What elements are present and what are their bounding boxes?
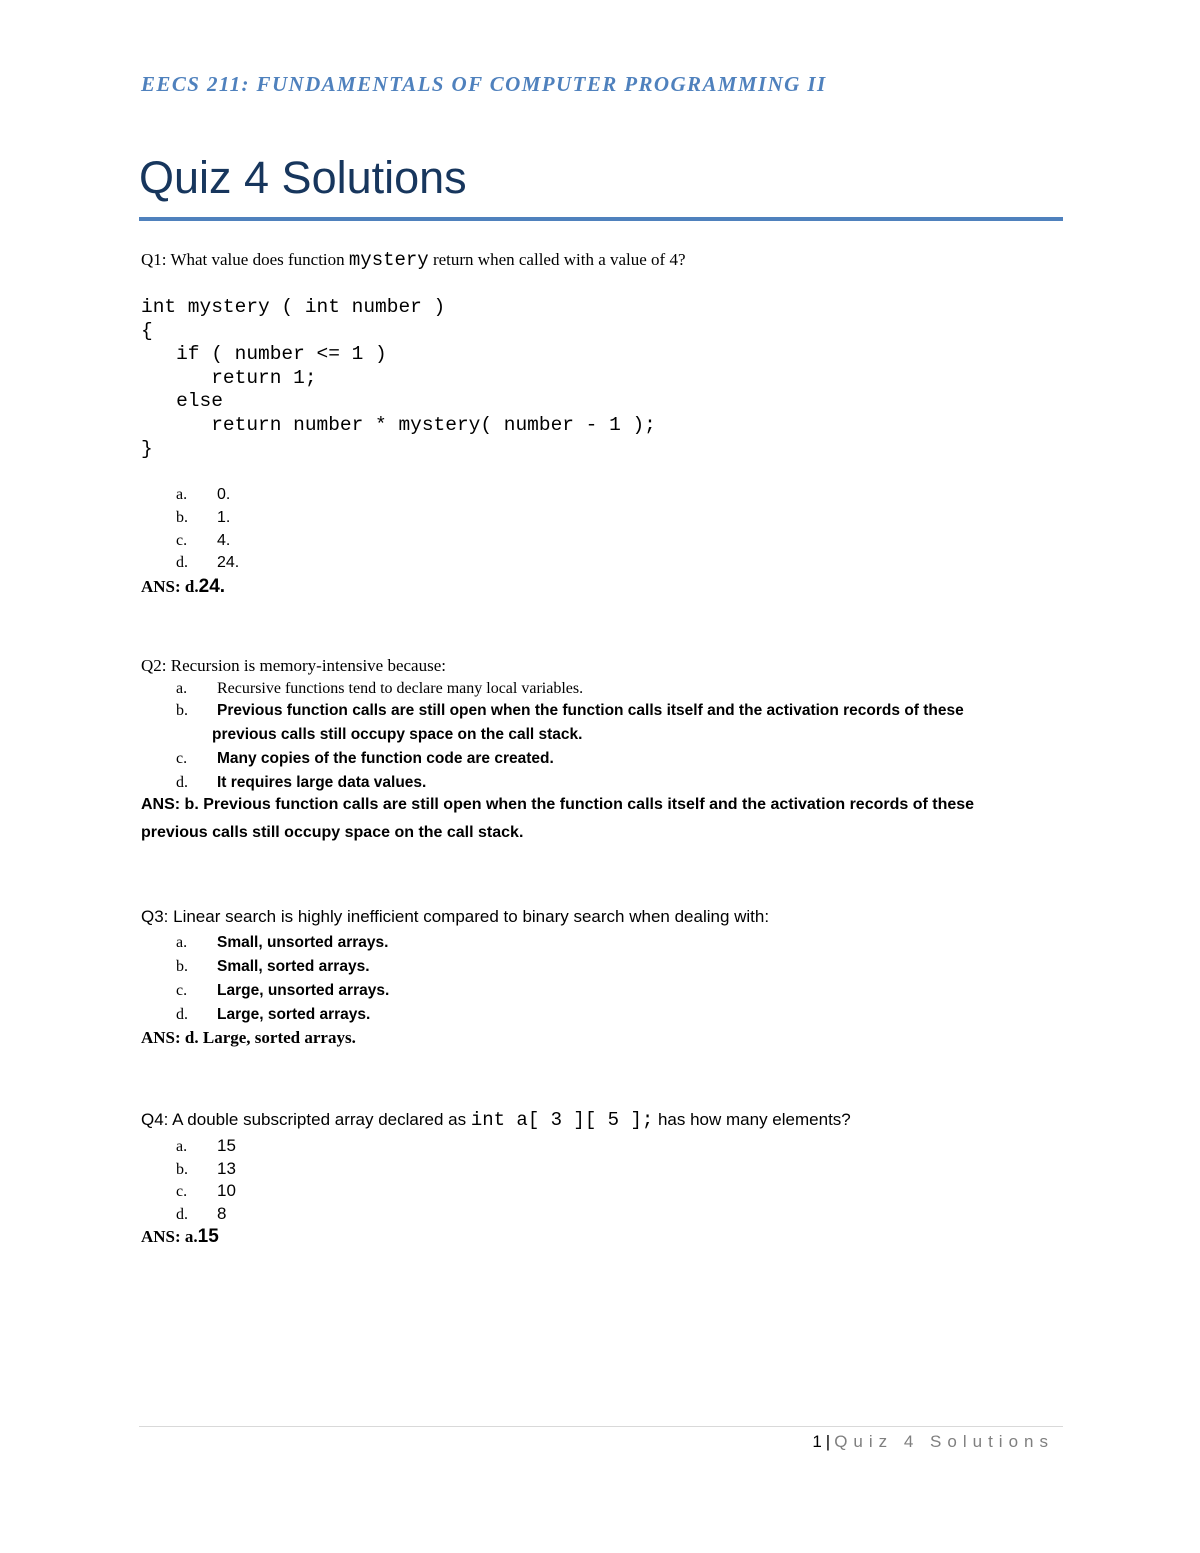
option-letter: c. bbox=[176, 750, 188, 767]
q2-option-b bbox=[176, 700, 964, 722]
footer-divider bbox=[139, 1426, 1063, 1427]
q3-question: Q3: Linear search is highly inefficient compared to binary search when dealing with: bbox=[141, 907, 770, 926]
title-underline bbox=[139, 217, 1063, 221]
q3-option-a bbox=[176, 932, 388, 954]
q4-prefix: Q4: A double subscripted array declared as bbox=[141, 1110, 471, 1129]
option-letter: a. bbox=[176, 1138, 188, 1155]
option-letter: d. bbox=[176, 1206, 188, 1223]
q1-prefix: Q1: What value does function bbox=[141, 250, 349, 269]
q2-question: Q2: Recursion is memory-intensive because: bbox=[141, 656, 446, 675]
option-text: Previous function calls are still open when the function calls itself and the activation records of these bbox=[217, 702, 964, 719]
q1-answer bbox=[141, 576, 225, 598]
q2-option-a bbox=[176, 678, 583, 700]
q3-answer: ANS: d. Large, sorted arrays. bbox=[141, 1028, 356, 1047]
option-text: 13 bbox=[217, 1159, 236, 1178]
q1-answer-label: ANS: d. bbox=[141, 577, 199, 596]
q4-option-d bbox=[176, 1203, 226, 1226]
page-title: Quiz 4 Solutions bbox=[139, 152, 467, 203]
option-letter: a. bbox=[176, 934, 188, 951]
q4-option-c bbox=[176, 1180, 236, 1203]
option-letter: b. bbox=[176, 509, 188, 526]
q1-option-c bbox=[176, 530, 230, 552]
page-number: 1 bbox=[812, 1432, 822, 1451]
option-text: Small, unsorted arrays. bbox=[217, 934, 389, 951]
option-letter: c. bbox=[176, 532, 188, 549]
q4-answer-value: 15 bbox=[197, 1226, 219, 1247]
q2-option-d bbox=[176, 772, 426, 794]
q1-question bbox=[141, 250, 686, 270]
option-letter: d. bbox=[176, 1006, 188, 1023]
q1-arg: 4 bbox=[669, 250, 678, 269]
option-text: Small, sorted arrays. bbox=[217, 958, 370, 975]
q2-answer-line2: previous calls still occupy space on the call stack. bbox=[141, 824, 524, 841]
option-text: Many copies of the function code are created. bbox=[217, 750, 554, 767]
option-letter: b. bbox=[176, 958, 188, 975]
option-letter: c. bbox=[176, 982, 188, 999]
option-letter: d. bbox=[176, 774, 188, 791]
option-text: 10 bbox=[217, 1181, 236, 1200]
q1-option-a bbox=[176, 484, 230, 506]
q2-option-c bbox=[176, 748, 554, 770]
footer-separator: | bbox=[825, 1432, 831, 1451]
q3-option-c bbox=[176, 980, 389, 1002]
q1-func: mystery bbox=[348, 249, 429, 271]
q1-option-b bbox=[176, 507, 230, 529]
q4-answer-label: ANS: a. bbox=[141, 1227, 198, 1246]
option-letter: d. bbox=[176, 554, 188, 571]
footer-label: Quiz 4 Solutions bbox=[834, 1432, 1054, 1451]
option-text: 1. bbox=[217, 509, 231, 526]
option-text: 0. bbox=[217, 486, 231, 503]
q4-answer bbox=[141, 1226, 219, 1248]
option-letter: c. bbox=[176, 1183, 188, 1200]
q1-code-block: int mystery ( int number ) { if ( number <= 1 ) return 1; else return number * mystery( number - 1 ); } bbox=[141, 296, 656, 460]
q1-answer-value: 24. bbox=[198, 576, 226, 597]
option-letter: a. bbox=[176, 486, 188, 503]
q2-answer-line1: ANS: b. Previous function calls are still open when the function calls itself and the activation records of these bbox=[141, 796, 975, 813]
q1-suffix: ? bbox=[677, 250, 686, 269]
q4-suffix: has how many elements? bbox=[653, 1110, 851, 1129]
option-text-continued: previous calls still occupy space on the call stack. bbox=[212, 726, 583, 743]
course-header: EECS 211: FUNDAMENTALS OF COMPUTER PROGRAMMING II bbox=[141, 72, 827, 96]
q3-option-d bbox=[176, 1004, 370, 1026]
q2-option-b-continued bbox=[212, 724, 582, 746]
q4-question bbox=[141, 1110, 851, 1130]
option-text: It requires large data values. bbox=[217, 774, 427, 791]
option-text: 8 bbox=[217, 1204, 227, 1223]
option-text: 4. bbox=[217, 532, 231, 549]
option-text: Recursive functions tend to declare many local variables. bbox=[217, 680, 584, 697]
q1-mid: return when called with a value of bbox=[428, 250, 670, 269]
option-letter: b. bbox=[176, 702, 188, 719]
q3-option-b bbox=[176, 956, 370, 978]
option-letter: b. bbox=[176, 1161, 188, 1178]
option-letter: a. bbox=[176, 680, 188, 697]
page-footer bbox=[812, 1432, 1054, 1452]
option-text: Large, unsorted arrays. bbox=[217, 982, 390, 999]
option-text: 24. bbox=[217, 554, 240, 571]
q4-code: int a[ 3 ][ 5 ]; bbox=[470, 1109, 654, 1131]
q4-option-b bbox=[176, 1158, 236, 1181]
q1-option-d bbox=[176, 552, 239, 574]
option-text: 15 bbox=[217, 1136, 236, 1155]
option-text: Large, sorted arrays. bbox=[217, 1006, 371, 1023]
q4-option-a bbox=[176, 1135, 236, 1158]
